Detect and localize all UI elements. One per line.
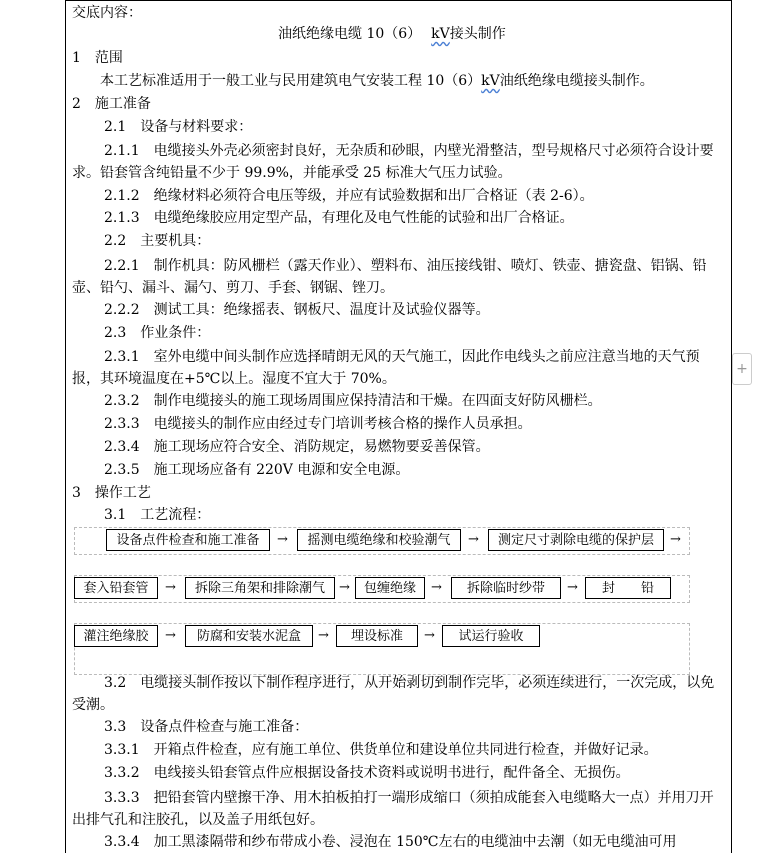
- section-2-3: 2.3 作业条件：: [104, 325, 211, 341]
- section-2-2: 2.2 主要机具：: [104, 233, 211, 249]
- flow-arrow: →: [277, 532, 288, 547]
- document-page: [65, 0, 732, 853]
- flow-step-fill-compound: 灌注绝缘胶: [74, 625, 158, 647]
- title-unit: kV: [431, 26, 450, 42]
- flow-step-strip-sheath: 测定尺寸剥除电缆的保护层: [488, 529, 664, 551]
- flow-step-trial-run: 试运行验收: [442, 625, 540, 647]
- s1-text-unit: kV: [481, 73, 500, 89]
- section-3-3-1: 3.3.1 开箱点件检查，应有施工单位、供货单位和建设单位共同进行检查，并做好记录。: [104, 742, 658, 758]
- header-label: 交底内容：: [72, 5, 142, 21]
- section-2-1-1: 2.1.1 电缆接头外壳必须密封良好，无杂质和砂眼，内壁光滑整洁，型号规格尺寸必须符合设计要求。铅套管含纯铅量不少于 99.9%，并能承受 25 标准大气压力试验。: [72, 143, 714, 181]
- add-button[interactable]: +: [732, 353, 752, 385]
- flow-step-bury-marker: 埋设标准: [336, 625, 418, 647]
- flow-arrow: →: [318, 628, 329, 643]
- top-border: [65, 0, 732, 1]
- flow-step-insulation-test: 摇测电缆绝缘和校验潮气: [297, 529, 461, 551]
- doc-title: [278, 25, 506, 43]
- section-2-3-2: 2.3.2 制作电缆接头的施工现场周围应保持清洁和干燥。在四面支好防风栅栏。: [104, 393, 602, 409]
- flow-arrow: →: [431, 580, 442, 595]
- title-text-pre: 油纸绝缘电缆 10（6）: [278, 26, 422, 42]
- section-2-1-3: 2.1.3 电缆绝缘胶应用定型产品，有理化及电气性能的试验和出厂合格证。: [104, 210, 574, 226]
- section-1: 1 范围: [72, 50, 123, 66]
- flow-step-wrap-insulation: 包缠绝缘: [355, 577, 425, 599]
- section-2: 2 施工准备: [72, 96, 151, 112]
- flow-arrow: →: [424, 628, 435, 643]
- flow-step-remove-tape: 拆除临时纱带: [451, 577, 561, 599]
- section-3-3-4: 3.3.4 加工黑漆隔带和纱布带成小卷、浸泡在 150℃左右的电缆油中去潮（如无电缆油可用: [104, 834, 677, 850]
- section-2-3-1: 2.3.1 室外电缆中间头制作应选择晴朗无风的天气施工，因此作电线头之前应注意当地的天气预报，其环境温度在+5℃以上。湿度不宜大于 70%。: [72, 349, 700, 387]
- flow-arrow: →: [165, 580, 176, 595]
- s1-text-pre: 本工艺标准适用于一般工业与民用建筑电气安装工程 10（6）: [100, 73, 482, 89]
- flow-arrow: →: [567, 580, 578, 595]
- flow-arrow: →: [468, 532, 479, 547]
- flow-arrow: →: [670, 532, 681, 547]
- section-2-1-2: 2.1.2 绝缘材料必须符合电压等级，并应有试验数据和出厂合格证（表 2-6）。: [104, 188, 594, 204]
- flow-arrow: →: [339, 580, 350, 595]
- section-2-3-5: 2.3.5 施工现场应备有 220V 电源和安全电源。: [104, 462, 410, 478]
- section-2-3-3: 2.3.3 电缆接头的制作应由经过专门培训考核合格的操作人员承担。: [104, 416, 532, 432]
- section-3-2: 3.2 电缆接头制作按以下制作程序进行，从开始剥切到制作完毕，必须连续进行，一次完成，以免受潮。: [72, 675, 715, 713]
- section-3-3: 3.3 设备点件检查与施工准备：: [104, 719, 309, 735]
- flow-step-remove-tripod: 拆除三角架和排除潮气: [185, 577, 335, 599]
- section-2-2-1: 2.2.1 制作机具：防风栅栏（露天作业）、塑料布、油压接线钳、喷灯、铁壶、搪瓷盘、铝锅、铅壶、铅勺、漏斗、漏勺、剪刀、手套、钢锯、锉刀。: [72, 258, 707, 296]
- section-2-2-2: 2.2.2 测试工具：绝缘摇表、钢板尺、温度计及试验仪器等。: [104, 302, 490, 318]
- flow-arrow: →: [165, 628, 176, 643]
- section-3-1: 3.1 工艺流程：: [104, 507, 211, 523]
- section-3-3-2: 3.3.2 电线接头铅套管点件应根据设备技术资料或说明书进行，配件备全、无损伤。: [104, 765, 630, 781]
- flow-step-lead-sleeve: 套入铅套管: [74, 577, 158, 599]
- section-2-3-4: 2.3.4 施工现场应符合安全、消防规定，易燃物要妥善保管。: [104, 439, 490, 455]
- flow-step-lead-seal: 封 铅: [585, 577, 671, 599]
- section-1-text: [100, 72, 654, 90]
- section-3: 3 操作工艺: [72, 485, 151, 501]
- flow-step-anticorrosion: 防腐和安装水泥盒: [185, 625, 313, 647]
- flow-step-device-check: 设备点件检查和施工准备: [106, 529, 270, 551]
- section-2-1: 2.1 设备与材料要求：: [104, 119, 253, 135]
- s1-text-post: 油纸绝缘电缆接头制作。: [499, 73, 654, 89]
- title-text-post: 接头制作: [449, 26, 506, 42]
- section-3-3-3: 3.3.3 把铅套管内壁擦干净、用木拍板拍打一端形成缩口（须拍成能套入电缆略大一点）并用刀开出排气孔和注胶孔，以及盖子用纸包好。: [72, 790, 714, 828]
